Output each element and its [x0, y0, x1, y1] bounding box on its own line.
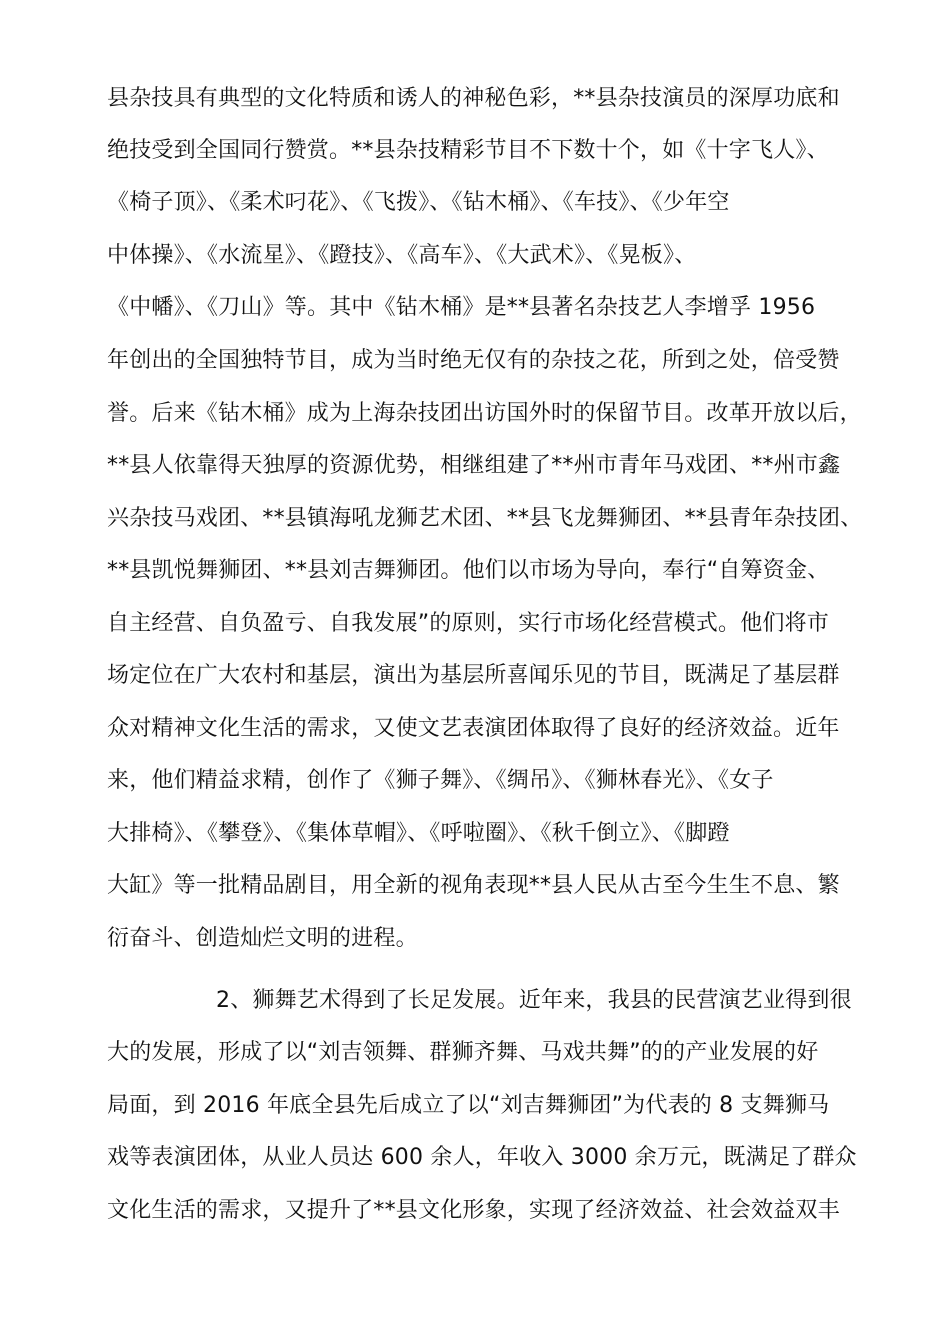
text-line: 年创出的全国独特节目，成为当时绝无仅有的杂技之花，所到之处，倍受赞 — [107, 348, 840, 373]
text-line: **县凯悦舞狮团、**县刘吉舞狮团。他们以市场为导向，奉行“自筹资金、 — [107, 558, 830, 583]
text-line: 大排椅》、《攀登》、《集体草帽》、《呼啦圈》、《秋千倒立》、《脚蹬 — [107, 821, 730, 846]
text-line: 衍奋斗、创造灿烂文明的进程。 — [107, 926, 418, 951]
text-line: 场定位在广大农村和基层，演出为基层所喜闻乐见的节目，既满足了基层群 — [107, 663, 840, 688]
text-line: 众对精神文化生活的需求，又使文艺表演团体取得了良好的经济效益。近年 — [107, 716, 840, 741]
text-line: 局面，到 2016 年底全县先后成立了以“刘吉舞狮团”为代表的 8 支舞狮马 — [107, 1093, 830, 1118]
text-line: 绝技受到全国同行赞赏。**县杂技精彩节目不下数十个，如《十字飞人》、 — [107, 138, 829, 163]
text-line: 自主经营、自负盈亏、自我发展”的原则，实行市场化经营模式。他们将市 — [107, 611, 829, 636]
text-line: 《中幡》、《刀山》等。其中《钻木桶》是**县著名杂技艺人李增孚 1956 — [107, 295, 816, 320]
text-line: 大缸》等一批精品剧目，用全新的视角表现**县人民从古至今生生不息、繁 — [107, 873, 840, 898]
text-line: **县人依靠得天独厚的资源优势，相继组建了**州市青年马戏团、**州市鑫 — [107, 453, 841, 478]
text-line: 中体操》、《水流星》、《蹬技》、《高车》、《大武术》、《晃板》、 — [107, 243, 697, 268]
text-line: 戏等表演团体，从业人员达 600 余人，年收入 3000 余万元，既满足了群众 — [107, 1145, 857, 1170]
text-line: 来，他们精益求精，创作了《狮子舞》、《绸吊》、《狮林春光》、《女子 — [107, 768, 774, 793]
text-line: 大的发展，形成了以“刘吉领舞、群狮齐舞、马戏共舞”的的产业发展的好 — [107, 1040, 819, 1065]
paragraph-first-line: 2、狮舞艺术得到了长足发展。近年来，我县的民营演艺业得到很 — [216, 988, 852, 1013]
text-line: 文化生活的需求，又提升了**县文化形象，实现了经济效益、社会效益双丰 — [107, 1198, 840, 1223]
text-line: 誉。后来《钻木桶》成为上海杂技团出访国外时的保留节目。改革开放以后， — [107, 401, 862, 426]
text-line: 县杂技具有典型的文化特质和诱人的神秘色彩，**县杂技演员的深厚功底和 — [107, 86, 840, 111]
text-line: 《椅子顶》、《柔术叼花》、《飞拨》、《钻木桶》、《车技》、《少年空 — [107, 190, 730, 215]
text-line: 兴杂技马戏团、**县镇海吼龙狮艺术团、**县飞龙舞狮团、**县青年杂技团、 — [107, 506, 863, 531]
